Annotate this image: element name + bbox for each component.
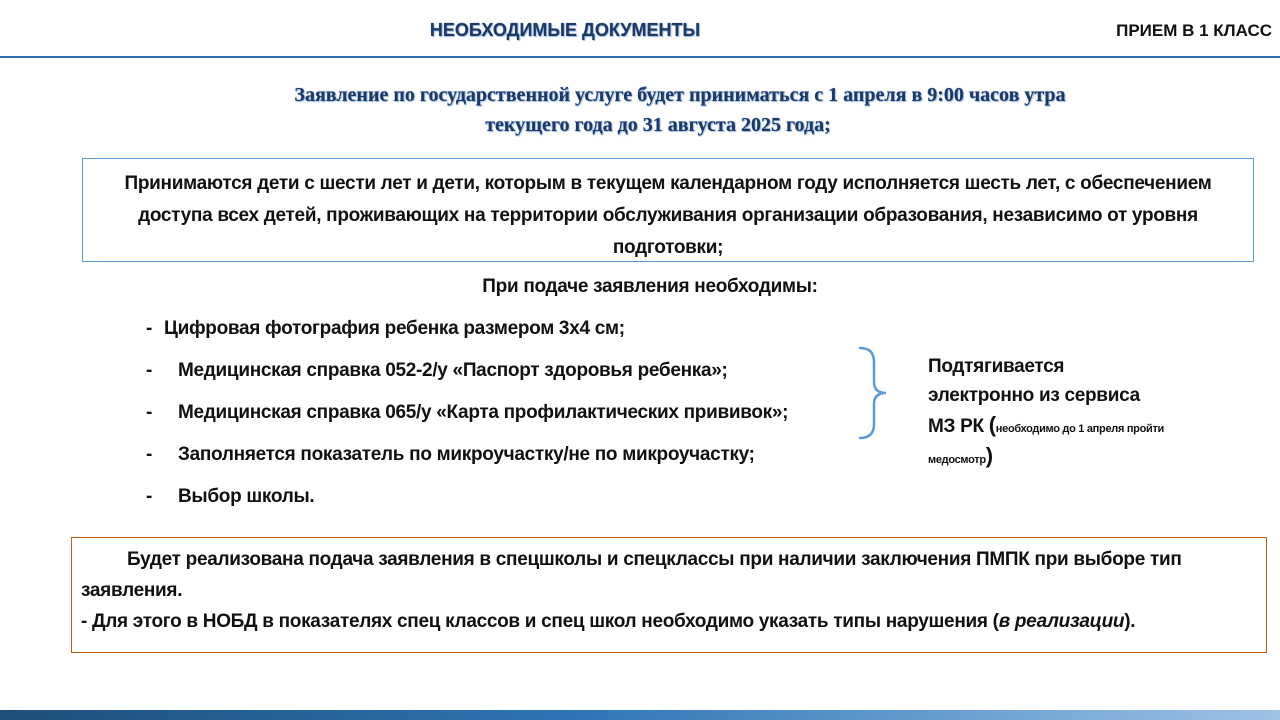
- section-label: ПРИЕМ В 1 КЛАСС: [1116, 21, 1272, 40]
- note-line-3: [928, 410, 1228, 472]
- medical-service-note: [928, 352, 1228, 472]
- requirements-list: [146, 316, 788, 526]
- list-item-text: Медицинская справка 052-2/у «Паспорт здоровья ребенка»;: [178, 360, 728, 381]
- list-item-text: Медицинская справка 065/у «Карта профилактических прививок»;: [178, 402, 789, 423]
- age-requirement-text: Принимаются дети с шести лет и дети, которым в текущем календарном году исполняется шесть лет, с обеспечением доступа всех детей, проживающих на территории обслуживания организации образования, независимо от уровня подготовки;: [124, 173, 1212, 258]
- list-item-text: Цифровая фотография ребенка размером 3х4 см;: [164, 318, 625, 339]
- nobd-text: - Для этого в НОБД в показателях спец классов и спец школ необходимо указать типы нарушения: [81, 611, 988, 632]
- nobd-close-paren: ).: [1124, 611, 1136, 632]
- footer-bar: [0, 710, 1280, 720]
- notice-line-2: текущего года до 31 августа 2025 года;: [485, 114, 831, 136]
- list-item-text: Выбор школы.: [178, 486, 315, 507]
- requirements-title: При подаче заявления необходимы:: [482, 276, 818, 297]
- note-line-1: Подтягивается: [928, 356, 1065, 377]
- list-item: [146, 358, 788, 400]
- note-close-paren: ): [985, 443, 993, 468]
- nobd-open-paren: (: [987, 611, 999, 632]
- note-source: МЗ РК: [928, 416, 984, 437]
- nobd-status: в реализации: [998, 611, 1125, 632]
- list-item: [146, 484, 788, 526]
- bullet-dash: -: [146, 360, 153, 381]
- note-open-paren: (: [988, 412, 996, 437]
- header-divider: [0, 56, 1280, 58]
- list-item: [146, 316, 788, 358]
- special-schools-box: [71, 537, 1267, 653]
- notice-line-1: Заявление по государственной услуге будет приниматься с 1 апреля в 9:00 часов утра: [294, 84, 1066, 106]
- list-item-text: Заполняется показатель по микроучастку/не по микроучастку;: [178, 444, 755, 465]
- bullet-dash: -: [146, 486, 153, 507]
- special-schools-text: Будет реализована подача заявления в спецшколы и спецклассы при наличии заключения ПМПК при выборе тип заявления.: [81, 549, 1182, 601]
- list-item: [146, 442, 788, 484]
- note-line-2: электронно из сервиса: [928, 385, 1140, 406]
- note-small-text: необходимо до 1 апреля пройти медосмотр: [928, 423, 1165, 466]
- special-schools-paragraph: [81, 544, 1258, 606]
- curly-brace-icon: [856, 344, 890, 442]
- bullet-dash: -: [146, 402, 153, 423]
- list-item: [146, 400, 788, 442]
- age-requirement-box: [82, 158, 1254, 262]
- bullet-dash: -: [146, 318, 153, 339]
- bullet-dash: -: [146, 444, 153, 465]
- nobd-paragraph: [81, 606, 1258, 637]
- page-title: НЕОБХОДИМЫЕ ДОКУМЕНТЫ: [429, 20, 701, 40]
